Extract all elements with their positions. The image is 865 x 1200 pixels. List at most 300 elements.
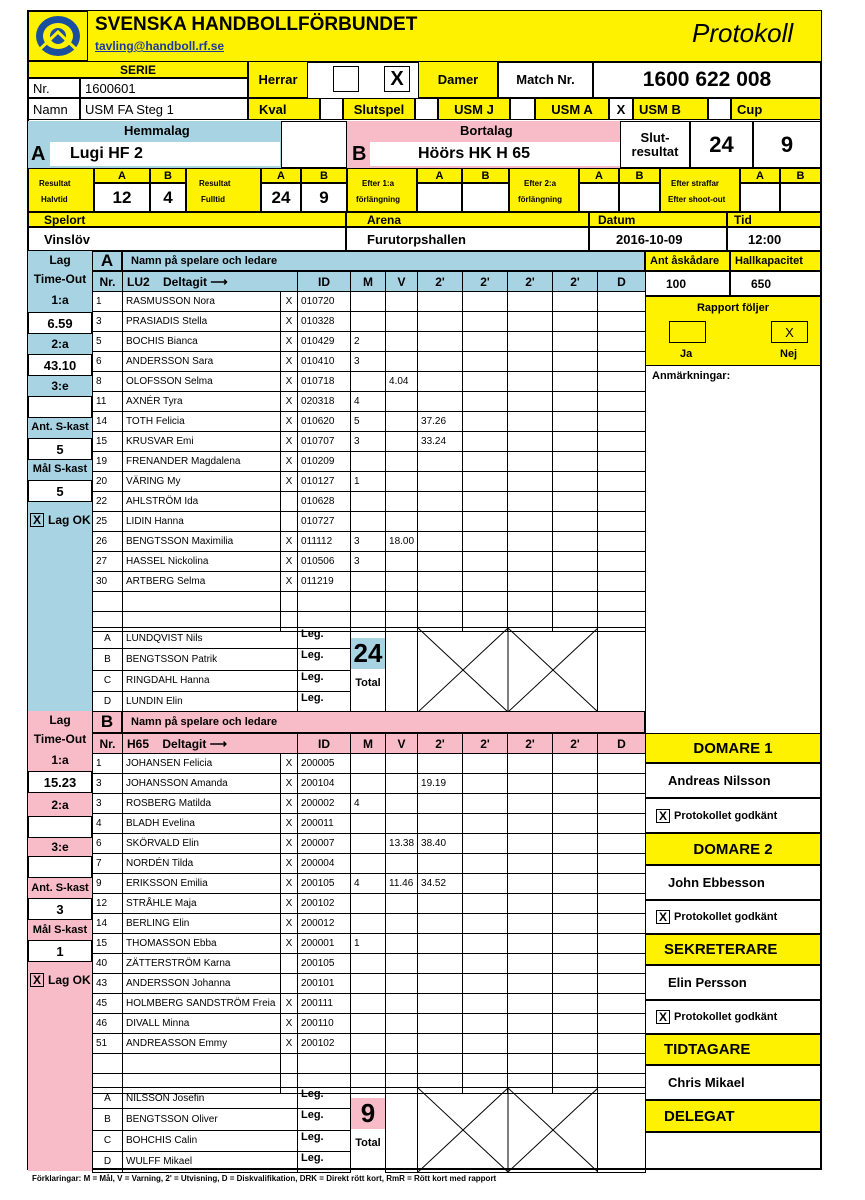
player-deltagit[interactable]: X bbox=[281, 332, 298, 352]
usmb-checkbox[interactable] bbox=[708, 98, 731, 120]
player-name[interactable]: BLADH Evelina bbox=[123, 814, 281, 834]
domare1-godkant-checkbox[interactable]: X bbox=[656, 809, 670, 823]
player-nr[interactable]: 8 bbox=[93, 372, 123, 392]
player-2min-3[interactable] bbox=[508, 372, 553, 392]
anmarkningar-area[interactable] bbox=[645, 366, 821, 733]
player-goals[interactable]: 2 bbox=[351, 332, 386, 352]
player-2min-1[interactable]: 33.24 bbox=[418, 432, 463, 452]
spelort-value[interactable]: Vinslöv bbox=[28, 227, 346, 251]
player-deltagit[interactable]: X bbox=[281, 412, 298, 432]
player-deltagit[interactable]: X bbox=[281, 1014, 298, 1034]
player-2min-4[interactable] bbox=[553, 894, 598, 914]
player-nr[interactable]: 7 bbox=[93, 854, 123, 874]
kval-checkbox[interactable] bbox=[320, 98, 343, 120]
player-2min-2[interactable] bbox=[463, 452, 508, 472]
home-lag-ok-checkbox[interactable]: X bbox=[30, 513, 44, 527]
player-2min-4[interactable] bbox=[553, 472, 598, 492]
player-name[interactable]: PRASIADIS Stella bbox=[123, 312, 281, 332]
player-nr[interactable]: 14 bbox=[93, 412, 123, 432]
home-timeout-2[interactable]: 43.10 bbox=[28, 354, 92, 376]
player-name[interactable]: NORDÉN Tilda bbox=[123, 854, 281, 874]
player-2min-1[interactable] bbox=[418, 1054, 463, 1074]
player-varning[interactable] bbox=[386, 292, 418, 312]
player-2min-4[interactable] bbox=[553, 372, 598, 392]
player-deltagit[interactable]: X bbox=[281, 452, 298, 472]
player-name[interactable]: JOHANSEN Felicia bbox=[123, 754, 281, 774]
player-nr[interactable]: 15 bbox=[93, 934, 123, 954]
player-varning[interactable] bbox=[386, 1054, 418, 1074]
player-deltagit[interactable]: X bbox=[281, 874, 298, 894]
away-lag-ok-checkbox[interactable]: X bbox=[30, 973, 44, 987]
player-2min-3[interactable] bbox=[508, 592, 553, 612]
player-2min-2[interactable] bbox=[463, 572, 508, 592]
player-varning[interactable] bbox=[386, 432, 418, 452]
player-d[interactable] bbox=[598, 954, 646, 974]
player-deltagit[interactable]: X bbox=[281, 372, 298, 392]
player-2min-3[interactable] bbox=[508, 934, 553, 954]
player-2min-1[interactable] bbox=[418, 934, 463, 954]
home-mal-skast[interactable]: 5 bbox=[28, 480, 92, 502]
player-id[interactable]: 010727 bbox=[298, 512, 351, 532]
leader-name[interactable]: BOHCHIS Calin bbox=[123, 1130, 298, 1151]
final-score-home[interactable]: 24 bbox=[690, 121, 753, 168]
player-deltagit[interactable] bbox=[281, 974, 298, 994]
player-varning[interactable] bbox=[386, 754, 418, 774]
serie-nr[interactable]: 1600601 bbox=[80, 78, 248, 98]
player-2min-2[interactable] bbox=[463, 934, 508, 954]
player-2min-4[interactable] bbox=[553, 814, 598, 834]
player-varning[interactable] bbox=[386, 412, 418, 432]
player-2min-4[interactable] bbox=[553, 774, 598, 794]
player-name[interactable]: OLOFSSON Selma bbox=[123, 372, 281, 392]
player-name[interactable] bbox=[123, 1054, 281, 1074]
player-goals[interactable] bbox=[351, 312, 386, 332]
player-deltagit[interactable]: X bbox=[281, 292, 298, 312]
player-id[interactable]: 010209 bbox=[298, 452, 351, 472]
player-2min-4[interactable] bbox=[553, 512, 598, 532]
player-2min-2[interactable] bbox=[463, 814, 508, 834]
player-goals[interactable] bbox=[351, 914, 386, 934]
player-varning[interactable] bbox=[386, 472, 418, 492]
player-2min-3[interactable] bbox=[508, 954, 553, 974]
player-goals[interactable] bbox=[351, 994, 386, 1014]
sekreterare-godkant-checkbox[interactable]: X bbox=[656, 1010, 670, 1024]
player-varning[interactable] bbox=[386, 794, 418, 814]
player-goals[interactable]: 4 bbox=[351, 874, 386, 894]
player-d[interactable] bbox=[598, 372, 646, 392]
away-timeout-2[interactable] bbox=[28, 816, 92, 838]
player-id[interactable]: 200105 bbox=[298, 954, 351, 974]
player-2min-3[interactable] bbox=[508, 914, 553, 934]
leader-name[interactable]: WULFF Mikael bbox=[123, 1151, 298, 1172]
player-deltagit[interactable]: X bbox=[281, 994, 298, 1014]
player-d[interactable] bbox=[598, 552, 646, 572]
player-2min-2[interactable] bbox=[463, 552, 508, 572]
player-name[interactable]: THOMASSON Ebba bbox=[123, 934, 281, 954]
player-name[interactable] bbox=[123, 592, 281, 612]
player-id[interactable]: 010718 bbox=[298, 372, 351, 392]
player-2min-3[interactable] bbox=[508, 854, 553, 874]
player-varning[interactable]: 4.04 bbox=[386, 372, 418, 392]
player-goals[interactable] bbox=[351, 1034, 386, 1054]
arena-value[interactable]: Furutorpshallen bbox=[346, 227, 589, 251]
player-name[interactable]: STRÅHLE Maja bbox=[123, 894, 281, 914]
player-2min-2[interactable] bbox=[463, 592, 508, 612]
leader-name[interactable]: BENGTSSON Oliver bbox=[123, 1109, 298, 1130]
player-2min-2[interactable] bbox=[463, 794, 508, 814]
player-d[interactable] bbox=[598, 994, 646, 1014]
player-2min-3[interactable] bbox=[508, 512, 553, 532]
player-2min-1[interactable] bbox=[418, 352, 463, 372]
player-name[interactable]: SKÖRVALD Elin bbox=[123, 834, 281, 854]
player-goals[interactable] bbox=[351, 372, 386, 392]
player-2min-3[interactable] bbox=[508, 532, 553, 552]
player-2min-3[interactable] bbox=[508, 974, 553, 994]
player-name[interactable]: AHLSTRÖM Ida bbox=[123, 492, 281, 512]
away-mal-skast[interactable]: 1 bbox=[28, 940, 92, 962]
player-2min-2[interactable] bbox=[463, 854, 508, 874]
sekreterare-name[interactable]: Elin Persson bbox=[645, 965, 821, 1000]
player-2min-3[interactable] bbox=[508, 794, 553, 814]
player-2min-1[interactable] bbox=[418, 974, 463, 994]
player-2min-1[interactable] bbox=[418, 814, 463, 834]
player-2min-1[interactable] bbox=[418, 592, 463, 612]
player-d[interactable] bbox=[598, 774, 646, 794]
home-team-name[interactable]: Lugi HF 2 bbox=[50, 142, 280, 166]
leader-name[interactable]: LUNDIN Elin bbox=[123, 691, 298, 712]
player-name[interactable]: ANDREASSON Emmy bbox=[123, 1034, 281, 1054]
player-2min-2[interactable] bbox=[463, 834, 508, 854]
player-2min-3[interactable] bbox=[508, 472, 553, 492]
away-lag-ok[interactable] bbox=[30, 973, 91, 987]
player-goals[interactable]: 1 bbox=[351, 934, 386, 954]
player-varning[interactable] bbox=[386, 352, 418, 372]
player-2min-4[interactable] bbox=[553, 934, 598, 954]
player-varning[interactable] bbox=[386, 914, 418, 934]
player-d[interactable] bbox=[598, 492, 646, 512]
player-2min-3[interactable] bbox=[508, 814, 553, 834]
player-2min-2[interactable] bbox=[463, 512, 508, 532]
player-goals[interactable] bbox=[351, 292, 386, 312]
player-varning[interactable] bbox=[386, 1034, 418, 1054]
player-nr[interactable]: 6 bbox=[93, 352, 123, 372]
player-2min-2[interactable] bbox=[463, 1014, 508, 1034]
player-2min-1[interactable] bbox=[418, 854, 463, 874]
player-2min-4[interactable] bbox=[553, 994, 598, 1014]
player-name[interactable]: BOCHIS Bianca bbox=[123, 332, 281, 352]
home-total-score[interactable] bbox=[351, 628, 386, 713]
player-2min-3[interactable] bbox=[508, 292, 553, 312]
player-2min-2[interactable] bbox=[463, 352, 508, 372]
player-goals[interactable] bbox=[351, 1054, 386, 1074]
player-d[interactable] bbox=[598, 974, 646, 994]
player-d[interactable] bbox=[598, 754, 646, 774]
player-deltagit[interactable]: X bbox=[281, 472, 298, 492]
player-2min-1[interactable] bbox=[418, 572, 463, 592]
player-goals[interactable] bbox=[351, 974, 386, 994]
player-id[interactable]: 200110 bbox=[298, 1014, 351, 1034]
player-nr[interactable]: 14 bbox=[93, 914, 123, 934]
player-varning[interactable] bbox=[386, 552, 418, 572]
player-id[interactable]: 010720 bbox=[298, 292, 351, 312]
player-id[interactable]: 010707 bbox=[298, 432, 351, 452]
player-id[interactable]: 010410 bbox=[298, 352, 351, 372]
hallkapacitet[interactable]: 650 bbox=[730, 271, 821, 296]
player-2min-4[interactable] bbox=[553, 412, 598, 432]
player-2min-2[interactable] bbox=[463, 974, 508, 994]
player-2min-3[interactable] bbox=[508, 994, 553, 1014]
player-2min-3[interactable] bbox=[508, 1054, 553, 1074]
leader-name[interactable]: RINGDAHL Hanna bbox=[123, 670, 298, 691]
final-score-away[interactable]: 9 bbox=[753, 121, 821, 168]
player-goals[interactable]: 5 bbox=[351, 412, 386, 432]
player-2min-4[interactable] bbox=[553, 1034, 598, 1054]
player-deltagit[interactable]: X bbox=[281, 814, 298, 834]
player-2min-2[interactable] bbox=[463, 392, 508, 412]
player-2min-4[interactable] bbox=[553, 794, 598, 814]
player-nr[interactable]: 11 bbox=[93, 392, 123, 412]
player-2min-4[interactable] bbox=[553, 492, 598, 512]
player-goals[interactable] bbox=[351, 1014, 386, 1034]
player-2min-1[interactable]: 34.52 bbox=[418, 874, 463, 894]
player-nr[interactable]: 1 bbox=[93, 754, 123, 774]
player-id[interactable]: 010429 bbox=[298, 332, 351, 352]
player-name[interactable]: DIVALL Minna bbox=[123, 1014, 281, 1034]
player-2min-1[interactable] bbox=[418, 532, 463, 552]
player-2min-4[interactable] bbox=[553, 332, 598, 352]
player-id[interactable]: 200111 bbox=[298, 994, 351, 1014]
player-deltagit[interactable]: X bbox=[281, 572, 298, 592]
player-deltagit[interactable] bbox=[281, 1054, 298, 1074]
player-name[interactable]: FRENANDER Magdalena bbox=[123, 452, 281, 472]
leader-name[interactable]: BENGTSSON Patrik bbox=[123, 649, 298, 670]
player-d[interactable] bbox=[598, 1054, 646, 1074]
player-d[interactable] bbox=[598, 432, 646, 452]
player-2min-3[interactable] bbox=[508, 874, 553, 894]
player-id[interactable] bbox=[298, 1054, 351, 1074]
player-deltagit[interactable]: X bbox=[281, 392, 298, 412]
player-2min-3[interactable] bbox=[508, 412, 553, 432]
ot2-score-home[interactable] bbox=[579, 183, 619, 212]
player-2min-4[interactable] bbox=[553, 874, 598, 894]
player-id[interactable]: 200002 bbox=[298, 794, 351, 814]
player-nr[interactable]: 3 bbox=[93, 774, 123, 794]
player-name[interactable]: ERIKSSON Emilia bbox=[123, 874, 281, 894]
player-nr[interactable]: 46 bbox=[93, 1014, 123, 1034]
player-deltagit[interactable]: X bbox=[281, 432, 298, 452]
player-id[interactable]: 010328 bbox=[298, 312, 351, 332]
player-name[interactable]: HASSEL Nickolina bbox=[123, 552, 281, 572]
player-2min-4[interactable] bbox=[553, 974, 598, 994]
player-id[interactable]: 010506 bbox=[298, 552, 351, 572]
player-2min-2[interactable] bbox=[463, 372, 508, 392]
player-goals[interactable] bbox=[351, 452, 386, 472]
player-d[interactable] bbox=[598, 312, 646, 332]
player-nr[interactable]: 5 bbox=[93, 332, 123, 352]
home-ant-skast[interactable]: 5 bbox=[28, 438, 92, 460]
player-nr[interactable]: 19 bbox=[93, 452, 123, 472]
player-nr[interactable]: 40 bbox=[93, 954, 123, 974]
player-goals[interactable] bbox=[351, 954, 386, 974]
player-2min-3[interactable] bbox=[508, 572, 553, 592]
player-name[interactable]: BERLING Elin bbox=[123, 914, 281, 934]
player-deltagit[interactable]: X bbox=[281, 914, 298, 934]
player-2min-3[interactable] bbox=[508, 452, 553, 472]
player-varning[interactable] bbox=[386, 452, 418, 472]
domare2-godkant-checkbox[interactable]: X bbox=[656, 910, 670, 924]
domare1-godkant[interactable] bbox=[645, 798, 821, 833]
player-d[interactable] bbox=[598, 794, 646, 814]
player-deltagit[interactable]: X bbox=[281, 774, 298, 794]
player-deltagit[interactable]: X bbox=[281, 834, 298, 854]
player-id[interactable]: 200011 bbox=[298, 814, 351, 834]
player-d[interactable] bbox=[598, 532, 646, 552]
player-2min-1[interactable] bbox=[418, 994, 463, 1014]
player-nr[interactable]: 22 bbox=[93, 492, 123, 512]
player-deltagit[interactable]: X bbox=[281, 312, 298, 332]
match-nr[interactable]: 1600 622 008 bbox=[593, 61, 821, 98]
player-goals[interactable] bbox=[351, 512, 386, 532]
player-2min-2[interactable] bbox=[463, 492, 508, 512]
player-deltagit[interactable]: X bbox=[281, 1034, 298, 1054]
player-deltagit[interactable] bbox=[281, 512, 298, 532]
player-goals[interactable] bbox=[351, 774, 386, 794]
player-nr[interactable] bbox=[93, 592, 123, 612]
player-goals[interactable]: 4 bbox=[351, 794, 386, 814]
player-2min-1[interactable] bbox=[418, 312, 463, 332]
player-d[interactable] bbox=[598, 572, 646, 592]
player-goals[interactable]: 3 bbox=[351, 552, 386, 572]
player-2min-4[interactable] bbox=[553, 954, 598, 974]
player-2min-4[interactable] bbox=[553, 754, 598, 774]
player-d[interactable] bbox=[598, 854, 646, 874]
player-2min-1[interactable] bbox=[418, 894, 463, 914]
player-2min-1[interactable] bbox=[418, 392, 463, 412]
player-name[interactable]: TOTH Felicia bbox=[123, 412, 281, 432]
serie-namn[interactable]: USM FA Steg 1 bbox=[80, 98, 248, 120]
player-d[interactable] bbox=[598, 1034, 646, 1054]
player-2min-3[interactable] bbox=[508, 492, 553, 512]
player-varning[interactable] bbox=[386, 994, 418, 1014]
player-2min-2[interactable] bbox=[463, 432, 508, 452]
player-deltagit[interactable]: X bbox=[281, 894, 298, 914]
player-goals[interactable] bbox=[351, 754, 386, 774]
player-id[interactable]: 020318 bbox=[298, 392, 351, 412]
player-d[interactable] bbox=[598, 894, 646, 914]
so-score-away[interactable] bbox=[780, 183, 821, 212]
player-goals[interactable]: 4 bbox=[351, 392, 386, 412]
halftime-score-home[interactable]: 12 bbox=[94, 183, 150, 212]
player-2min-4[interactable] bbox=[553, 552, 598, 572]
player-nr[interactable]: 27 bbox=[93, 552, 123, 572]
player-nr[interactable]: 20 bbox=[93, 472, 123, 492]
player-2min-3[interactable] bbox=[508, 432, 553, 452]
home-lag-ok[interactable] bbox=[30, 513, 91, 527]
player-2min-1[interactable] bbox=[418, 1014, 463, 1034]
player-2min-4[interactable] bbox=[553, 914, 598, 934]
domare1-name[interactable]: Andreas Nilsson bbox=[645, 763, 821, 798]
player-varning[interactable] bbox=[386, 312, 418, 332]
player-2min-2[interactable] bbox=[463, 1034, 508, 1054]
player-2min-3[interactable] bbox=[508, 552, 553, 572]
player-nr[interactable]: 45 bbox=[93, 994, 123, 1014]
player-nr[interactable]: 9 bbox=[93, 874, 123, 894]
player-deltagit[interactable]: X bbox=[281, 754, 298, 774]
player-varning[interactable]: 13.38 bbox=[386, 834, 418, 854]
player-nr[interactable]: 12 bbox=[93, 894, 123, 914]
player-deltagit[interactable] bbox=[281, 954, 298, 974]
player-goals[interactable] bbox=[351, 854, 386, 874]
player-varning[interactable] bbox=[386, 392, 418, 412]
player-goals[interactable] bbox=[351, 894, 386, 914]
player-2min-4[interactable] bbox=[553, 352, 598, 372]
player-2min-2[interactable] bbox=[463, 774, 508, 794]
player-2min-1[interactable] bbox=[418, 954, 463, 974]
player-goals[interactable]: 3 bbox=[351, 532, 386, 552]
player-nr[interactable]: 30 bbox=[93, 572, 123, 592]
domare2-godkant[interactable] bbox=[645, 900, 821, 934]
player-2min-4[interactable] bbox=[553, 572, 598, 592]
player-d[interactable] bbox=[598, 834, 646, 854]
player-varning[interactable]: 11.46 bbox=[386, 874, 418, 894]
tid-value[interactable]: 12:00 bbox=[727, 227, 821, 251]
player-id[interactable]: 200007 bbox=[298, 834, 351, 854]
player-2min-3[interactable] bbox=[508, 1014, 553, 1034]
player-2min-2[interactable] bbox=[463, 914, 508, 934]
player-nr[interactable]: 3 bbox=[93, 794, 123, 814]
player-2min-2[interactable] bbox=[463, 472, 508, 492]
player-varning[interactable] bbox=[386, 974, 418, 994]
player-id[interactable]: 200005 bbox=[298, 754, 351, 774]
player-id[interactable]: 011219 bbox=[298, 572, 351, 592]
player-2min-1[interactable] bbox=[418, 472, 463, 492]
player-d[interactable] bbox=[598, 412, 646, 432]
player-goals[interactable] bbox=[351, 492, 386, 512]
player-d[interactable] bbox=[598, 332, 646, 352]
player-nr[interactable]: 43 bbox=[93, 974, 123, 994]
domare2-name[interactable]: John Ebbesson bbox=[645, 865, 821, 900]
player-nr[interactable] bbox=[93, 1054, 123, 1074]
player-2min-1[interactable] bbox=[418, 754, 463, 774]
player-name[interactable]: RASMUSSON Nora bbox=[123, 292, 281, 312]
player-d[interactable] bbox=[598, 934, 646, 954]
player-2min-3[interactable] bbox=[508, 894, 553, 914]
player-2min-2[interactable] bbox=[463, 412, 508, 432]
player-varning[interactable] bbox=[386, 492, 418, 512]
player-2min-1[interactable] bbox=[418, 1034, 463, 1054]
player-2min-4[interactable] bbox=[553, 292, 598, 312]
player-id[interactable]: 010628 bbox=[298, 492, 351, 512]
damer-checkbox[interactable]: X bbox=[384, 66, 410, 92]
player-d[interactable] bbox=[598, 874, 646, 894]
player-id[interactable]: 200001 bbox=[298, 934, 351, 954]
halftime-score-away[interactable]: 4 bbox=[150, 183, 186, 212]
player-d[interactable] bbox=[598, 814, 646, 834]
ant-askadare[interactable]: 100 bbox=[645, 271, 730, 296]
player-2min-1[interactable] bbox=[418, 452, 463, 472]
player-deltagit[interactable]: X bbox=[281, 532, 298, 552]
away-timeout-3[interactable] bbox=[28, 856, 92, 878]
player-2min-3[interactable] bbox=[508, 332, 553, 352]
delegat-name[interactable] bbox=[645, 1132, 821, 1170]
player-name[interactable]: ZÄTTERSTRÖM Karna bbox=[123, 954, 281, 974]
fulltime-score-away[interactable]: 9 bbox=[301, 183, 347, 212]
ot1-score-home[interactable] bbox=[417, 183, 462, 212]
player-2min-4[interactable] bbox=[553, 392, 598, 412]
player-varning[interactable] bbox=[386, 814, 418, 834]
player-varning[interactable] bbox=[386, 934, 418, 954]
player-nr[interactable]: 25 bbox=[93, 512, 123, 532]
